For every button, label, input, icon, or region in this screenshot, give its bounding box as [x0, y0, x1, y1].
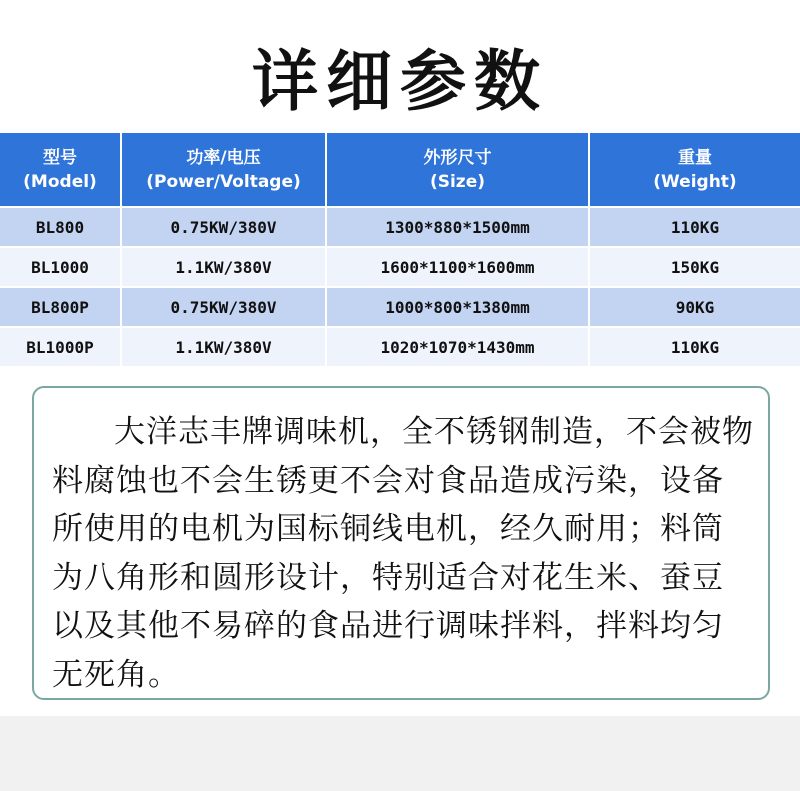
header-size-en: (Size): [429, 171, 486, 192]
footer-band: [0, 716, 800, 791]
table-header-row: [0, 133, 800, 207]
cell-power: 0.75KW/380V: [121, 287, 326, 327]
cell-weight: 110KG: [589, 327, 800, 366]
header-model-cn: 型号: [43, 147, 77, 168]
table-row: [0, 287, 800, 327]
cell-power: 0.75KW/380V: [121, 207, 326, 247]
cell-power: 1.1KW/380V: [121, 247, 326, 287]
table-row: [0, 247, 800, 287]
header-weight: [589, 133, 800, 207]
table-row: [0, 207, 800, 247]
header-size: [326, 133, 589, 207]
cell-model: BL800P: [0, 287, 121, 327]
cell-weight: 110KG: [589, 207, 800, 247]
cell-model: BL1000: [0, 247, 121, 287]
cell-weight: 90KG: [589, 287, 800, 327]
cell-size: 1300*880*1500mm: [326, 207, 589, 247]
header-weight-en: (Weight): [653, 171, 737, 192]
cell-size: 1000*800*1380mm: [326, 287, 589, 327]
spec-table: [0, 133, 800, 366]
cell-size: 1020*1070*1430mm: [326, 327, 589, 366]
header-model-en: (Model): [23, 171, 97, 192]
cell-weight: 150KG: [589, 247, 800, 287]
description-box: [32, 386, 770, 700]
header-model: [0, 133, 121, 207]
header-power-cn: 功率/电压: [186, 147, 261, 168]
cell-model: BL800: [0, 207, 121, 247]
header-size-cn: 外形尺寸: [423, 147, 492, 168]
cell-size: 1600*1100*1600mm: [326, 247, 589, 287]
header-weight-cn: 重量: [678, 147, 712, 168]
table-row: [0, 327, 800, 366]
cell-model: BL1000P: [0, 327, 121, 366]
header-power: [121, 133, 326, 207]
description-text: 大洋志丰牌调味机，全不锈钢制造，不会被物料腐蚀也不会生锈更不会对食品造成污染，设备所使用的电机为国标铜线电机，经久耐用；料筒为八角形和圆形设计，特别适合对花生米、蚕豆以及其他不易碎的食品进行调味拌料，拌料均匀无死角。: [52, 414, 754, 693]
page-title: 详细参数: [252, 43, 548, 120]
cell-power: 1.1KW/380V: [121, 327, 326, 366]
header-power-en: (Power/Voltage): [146, 171, 301, 192]
